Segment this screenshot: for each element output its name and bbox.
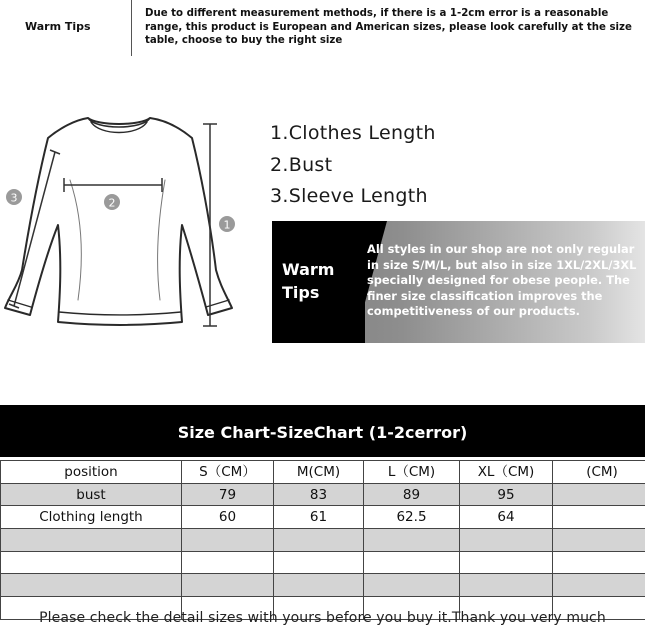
marker-length-label: 1 xyxy=(223,218,231,232)
table-row xyxy=(1,574,645,597)
table-cell xyxy=(553,551,645,574)
table-cell xyxy=(460,574,553,597)
table-cell: 95 xyxy=(460,483,553,506)
table-row xyxy=(1,551,645,574)
measurement-legend xyxy=(270,118,436,213)
top-notice-divider xyxy=(131,0,132,56)
warm-tips-text: All styles in our shop are not only regular in size S/M/L, but also in size 1XL/2XL/3XL specially designed for obese people. The finer size classification improves the competitiveness of our products. xyxy=(367,242,637,318)
marker-bust-label: 2 xyxy=(108,196,116,210)
table-row xyxy=(1,529,645,552)
table-header-cell: M(CM) xyxy=(274,461,364,484)
table-row xyxy=(1,483,645,506)
table-cell xyxy=(182,551,274,574)
table-cell: 62.5 xyxy=(364,506,460,529)
table-cell xyxy=(364,529,460,552)
table-cell xyxy=(182,574,274,597)
table-cell xyxy=(553,483,645,506)
table-cell xyxy=(553,529,645,552)
table-cell xyxy=(182,529,274,552)
top-notice-label: Warm Tips xyxy=(25,20,91,33)
table-cell xyxy=(553,506,645,529)
table-cell xyxy=(274,574,364,597)
legend-clothes-length: 1.Clothes Length xyxy=(270,122,436,144)
table-cell xyxy=(364,574,460,597)
table-cell xyxy=(1,551,182,574)
table-cell: 61 xyxy=(274,506,364,529)
table-header-cell: (CM) xyxy=(553,461,645,484)
size-chart-title: Size Chart-SizeChart (1-2cerror) xyxy=(0,405,645,457)
table-header-cell: XL（CM) xyxy=(460,461,553,484)
shirt-diagram xyxy=(0,110,240,340)
table-cell xyxy=(1,529,182,552)
table-header-cell: S（CM） xyxy=(182,461,274,484)
table-header-cell: L（CM) xyxy=(364,461,460,484)
warm-tips-label: Warm Tips xyxy=(282,260,335,302)
warm-tips-panel xyxy=(272,221,645,343)
legend-sleeve-length: 3.Sleeve Length xyxy=(270,185,428,207)
table-cell xyxy=(274,529,364,552)
table-header-row xyxy=(1,461,645,484)
table-cell xyxy=(274,551,364,574)
marker-sleeve-label: 3 xyxy=(10,191,18,205)
table-cell: 89 xyxy=(364,483,460,506)
footer-note: Please check the detail sizes with yours before you buy it.Thank you very much xyxy=(39,610,606,626)
table-cell xyxy=(1,574,182,597)
table-cell: 60 xyxy=(182,506,274,529)
table-cell: Clothing length xyxy=(1,506,182,529)
table-cell xyxy=(460,529,553,552)
legend-bust: 2.Bust xyxy=(270,153,333,176)
top-notice xyxy=(0,0,645,58)
table-row xyxy=(1,506,645,529)
table-cell: 79 xyxy=(182,483,274,506)
table-cell: 83 xyxy=(274,483,364,506)
table-header-cell: position xyxy=(1,461,182,484)
table-cell xyxy=(553,574,645,597)
shirt-outline xyxy=(5,118,232,325)
top-notice-text: Due to different measurement methods, if there is a 1-2cm error is a reasonable range, this product is European and American sizes, please look carefully at the size table, choose to buy the right size xyxy=(145,8,632,46)
table-cell: bust xyxy=(1,483,182,506)
table-cell xyxy=(460,551,553,574)
table-cell: 64 xyxy=(460,506,553,529)
table-cell xyxy=(364,551,460,574)
size-table xyxy=(0,460,645,620)
